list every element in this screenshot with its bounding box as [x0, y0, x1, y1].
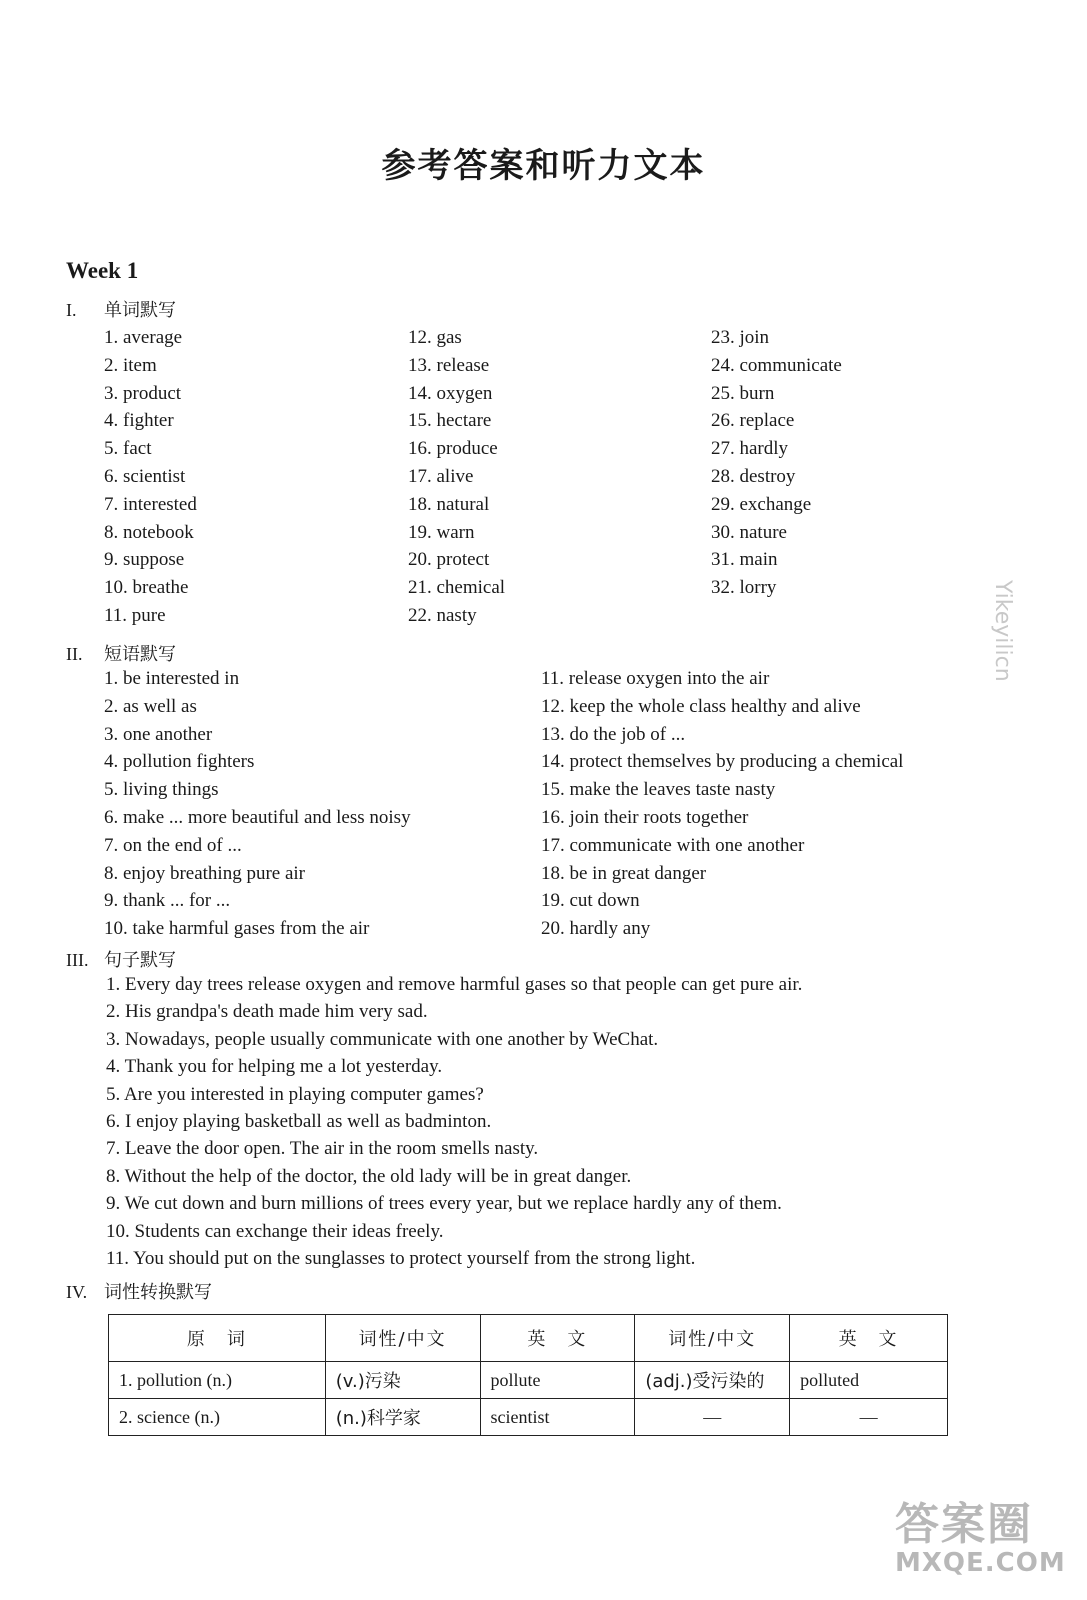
list-item: 28. destroy [711, 465, 796, 487]
list-item: 5. Are you interested in playing computer games? [106, 1083, 484, 1105]
list-item: 1. average [104, 327, 183, 348]
list-item: 9. We cut down and burn millions of trees every year, but we replace hardly any of them. [106, 1193, 782, 1215]
list-item: 15. hectare [408, 410, 492, 432]
list-item: 17. communicate with one another [541, 834, 805, 856]
list-item: 8. enjoy breathing pure air [104, 862, 306, 884]
table-header-cell: 英 文 [790, 1315, 948, 1362]
section-conversion-heading [66, 1278, 212, 1304]
section-label: 单词默写 [104, 300, 176, 321]
list-item: 3. product [104, 382, 182, 404]
list-item: 21. chemical [408, 577, 506, 599]
list-item: 13. do the job of ... [541, 723, 686, 745]
list-item: 13. release [408, 354, 490, 376]
list-item: 22. nasty [408, 604, 477, 626]
section-sentences-heading [66, 946, 176, 972]
table-cell: polluted [790, 1362, 948, 1399]
list-item: 23. join [711, 327, 770, 348]
section-number: IV. [66, 1282, 88, 1302]
watermark-logo [895, 1488, 1075, 1588]
phrases-column-2 [541, 665, 903, 943]
words-column-3 [711, 324, 842, 602]
list-item: 25. burn [711, 382, 775, 404]
list-item: 11. You should put on the sunglasses to protect yourself from the strong light. [106, 1247, 696, 1269]
list-item: 11. release oxygen into the air [541, 668, 770, 689]
list-item: 16. join their roots together [541, 806, 749, 828]
section-label: 句子默写 [104, 950, 176, 971]
list-item: 6. scientist [104, 465, 186, 487]
table-header-cell: 原 词 [109, 1315, 326, 1362]
list-item: 24. communicate [711, 354, 842, 376]
list-item: 14. protect themselves by producing a chemical [541, 751, 904, 773]
table-header-cell: 词性/中文 [325, 1315, 480, 1362]
list-item: 8. notebook [104, 521, 194, 543]
word-form-table [108, 1314, 948, 1436]
list-item: 18. natural [408, 493, 490, 515]
list-item: 1. Every day trees release oxygen and remove harmful gases so that people can get pure air. [106, 974, 803, 995]
section-words-heading [66, 296, 176, 322]
list-item: 2. as well as [104, 695, 197, 717]
section-number: I. [66, 300, 77, 320]
section-number: II. [66, 644, 83, 664]
list-item: 10. Students can exchange their ideas freely. [106, 1220, 444, 1242]
list-item: 4. Thank you for helping me a lot yesterday. [106, 1056, 443, 1078]
list-item: 7. on the end of ... [104, 834, 242, 856]
table-cell: — [635, 1399, 790, 1436]
list-item: 20. protect [408, 549, 490, 571]
list-item: 2. item [104, 354, 157, 376]
list-item: 1. be interested in [104, 668, 240, 689]
page-title: 参考答案和听力文本 [381, 146, 706, 186]
list-item: 32. lorry [711, 577, 777, 599]
table-row [109, 1362, 948, 1399]
table-cell: — [790, 1399, 948, 1436]
list-item: 9. suppose [104, 549, 185, 571]
side-watermark: Yikeyilicn [990, 580, 1015, 682]
list-item: 15. make the leaves taste nasty [541, 779, 776, 801]
list-item: 29. exchange [711, 493, 812, 515]
table-header-cell: 词性/中文 [635, 1315, 790, 1362]
week-heading: Week 1 [66, 258, 139, 283]
list-item: 4. pollution fighters [104, 751, 255, 773]
list-item: 18. be in great danger [541, 862, 707, 884]
list-item: 31. main [711, 549, 778, 571]
watermark-title: 答案圈 [895, 1499, 1033, 1550]
section-label: 短语默写 [104, 644, 176, 665]
table-cell: (n.)科学家 [325, 1399, 480, 1436]
section-number: III. [66, 950, 89, 970]
list-item: 3. one another [104, 723, 213, 745]
list-item: 11. pure [104, 604, 166, 626]
list-item: 3. Nowadays, people usually communicate with one another by WeChat. [106, 1028, 659, 1050]
list-item: 19. cut down [541, 890, 640, 912]
table-row [109, 1399, 948, 1436]
table-cell: scientist [480, 1399, 635, 1436]
list-item: 20. hardly any [541, 918, 651, 940]
list-item: 6. I enjoy playing basketball as well as badminton. [106, 1110, 492, 1132]
words-column-2 [408, 324, 505, 630]
list-item: 14. oxygen [408, 382, 493, 404]
list-item: 30. nature [711, 521, 787, 543]
list-item: 17. alive [408, 465, 474, 487]
list-item: 6. make ... more beautiful and less noisy [104, 806, 411, 828]
words-column-1 [104, 324, 197, 630]
list-item: 10. take harmful gases from the air [104, 918, 370, 940]
list-item: 5. fact [104, 438, 152, 460]
table-cell: 2. science (n.) [109, 1399, 326, 1436]
list-item: 7. Leave the door open. The air in the room smells nasty. [106, 1138, 539, 1160]
list-item: 8. Without the help of the doctor, the old lady will be in great danger. [106, 1165, 632, 1187]
list-item: 9. thank ... for ... [104, 890, 231, 912]
list-item: 19. warn [408, 521, 475, 543]
list-item: 10. breathe [104, 577, 189, 599]
list-item: 7. interested [104, 493, 197, 515]
table-cell: pollute [480, 1362, 635, 1399]
section-label: 词性转换默写 [104, 1282, 212, 1303]
list-item: 12. keep the whole class healthy and alive [541, 695, 861, 717]
sentences-list [106, 971, 802, 1272]
list-item: 26. replace [711, 410, 795, 432]
list-item: 5. living things [104, 779, 219, 801]
list-item: 16. produce [408, 438, 498, 460]
table-header-row [109, 1315, 948, 1362]
list-item: 2. His grandpa's death made him very sad. [106, 1001, 428, 1023]
list-item: 12. gas [408, 327, 462, 348]
phrases-column-1 [104, 665, 411, 943]
table-cell: (adj.)受污染的 [635, 1362, 790, 1399]
table-header-cell: 英 文 [480, 1315, 635, 1362]
list-item: 4. fighter [104, 410, 174, 432]
watermark-url: MXQE.COM [895, 1548, 1066, 1578]
list-item: 27. hardly [711, 438, 789, 460]
table-cell: (v.)污染 [325, 1362, 480, 1399]
table-cell: 1. pollution (n.) [109, 1362, 326, 1399]
section-phrases-heading [66, 640, 176, 666]
